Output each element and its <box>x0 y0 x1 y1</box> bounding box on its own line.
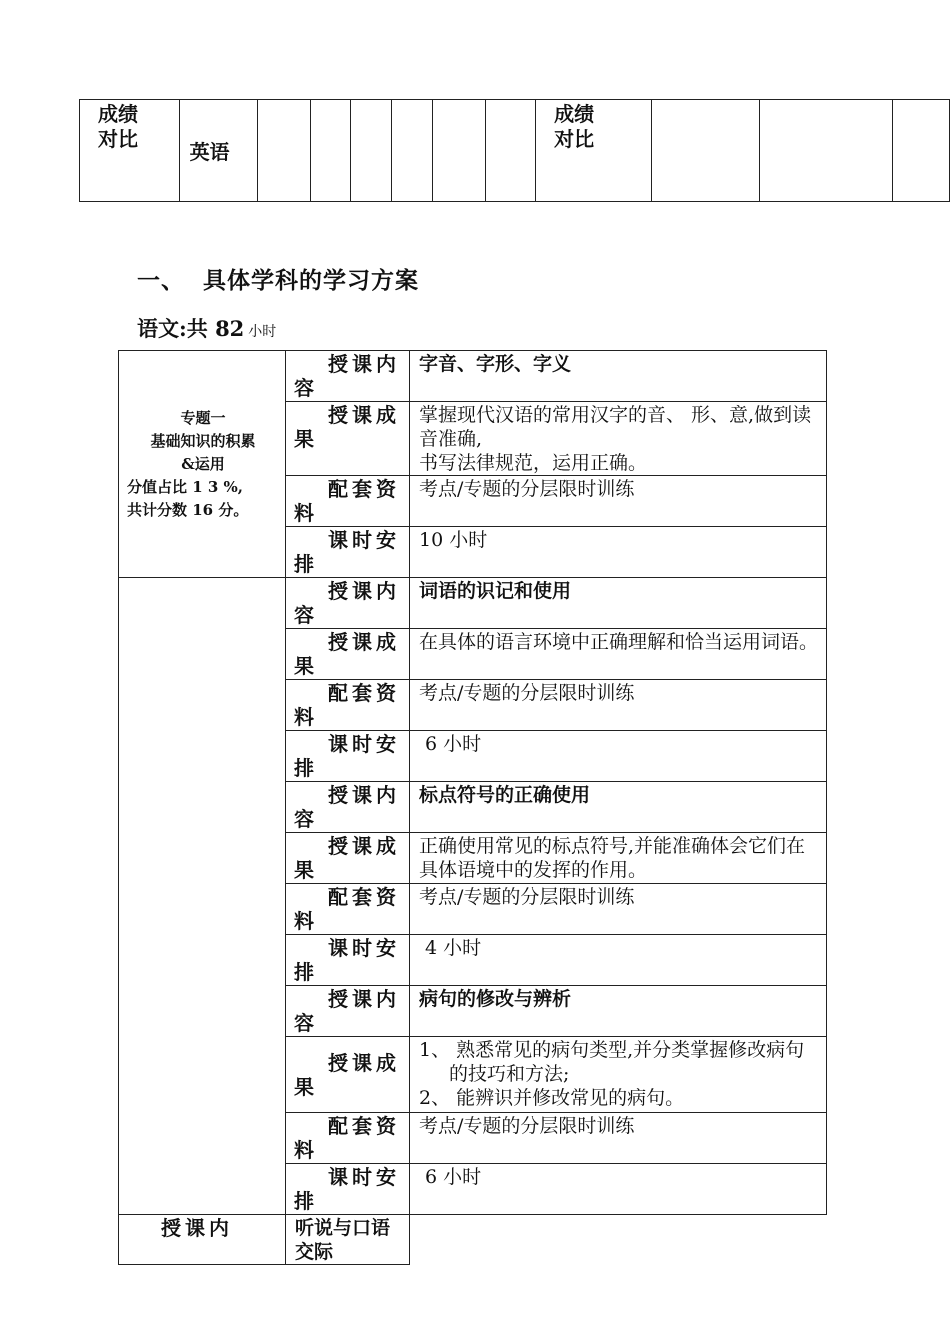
unit-content: 字音、字形、字义 <box>410 351 827 402</box>
label-line: 授课内 <box>161 1216 233 1240</box>
unit-materials: 考点/专题的分层限时训练 <box>410 680 827 731</box>
topic-name: 基础知识的积累 <box>150 431 256 450</box>
label-line: 配套资 <box>328 1114 400 1138</box>
label-line: 配套资 <box>328 477 400 501</box>
label-line: 容 <box>294 1011 314 1035</box>
empty-cell <box>311 100 351 202</box>
label-line: 排 <box>294 756 314 780</box>
label-line: 课时安 <box>328 936 400 960</box>
empty-cell <box>432 100 485 202</box>
unit-content: 听说与口语交际 <box>286 1215 410 1265</box>
unit-content: 词语的识记和使用 <box>410 578 827 629</box>
unit-outcome <box>410 629 827 680</box>
empty-cell <box>392 100 432 202</box>
label-line: 果 <box>294 654 314 678</box>
section-number: 一、 <box>137 267 185 294</box>
label-materials <box>286 1113 410 1164</box>
empty-cell <box>759 100 892 202</box>
label-content <box>286 578 410 629</box>
score-comparison-table <box>79 99 950 202</box>
label-line: 配套资 <box>328 681 400 705</box>
subject-total: 语文:共 82 <box>137 316 245 341</box>
unit-materials: 考点/专题的分层限时训练 <box>410 1113 827 1164</box>
label-line: 料 <box>294 1138 314 1162</box>
label-line: 排 <box>294 960 314 984</box>
label-line: 课时安 <box>328 1165 400 1189</box>
label-outcome <box>286 1037 410 1113</box>
topic-name-2: &运用 <box>181 454 225 473</box>
unit-content: 病句的修改与辨析 <box>410 986 827 1037</box>
label-line: 授课内 <box>328 352 400 376</box>
study-plan-table <box>118 350 827 1265</box>
unit-content: 标点符号的正确使用 <box>410 782 827 833</box>
outcome-item: 2、 能辨识并修改常见的病句。 <box>419 1087 685 1109</box>
label-hours <box>286 527 410 578</box>
label-line: 授课成 <box>328 1051 400 1075</box>
label-line: 料 <box>294 909 314 933</box>
label-line: 排 <box>294 552 314 576</box>
unit-hours: 4 小时 <box>410 935 827 986</box>
label-line: 果 <box>294 427 314 451</box>
label-line: 课时安 <box>328 732 400 756</box>
empty-cell <box>351 100 392 202</box>
label-line: 授课内 <box>328 987 400 1011</box>
label-outcome <box>286 629 410 680</box>
label-line: 果 <box>294 858 314 882</box>
label-line: 果 <box>294 1075 314 1099</box>
score-label-left <box>80 100 180 202</box>
section-title: 具体学科的学习方案 <box>203 267 419 294</box>
label-line: 容 <box>294 376 314 400</box>
label-hours <box>286 1164 410 1215</box>
subject-cell: 英语 <box>179 100 258 202</box>
unit-hours: 6 小时 <box>410 1164 827 1215</box>
label-line: 授课成 <box>328 834 400 858</box>
score-label-line: 对比 <box>98 127 138 151</box>
topic-cell <box>119 351 286 578</box>
label-line: 授课成 <box>328 403 400 427</box>
score-label-line: 对比 <box>554 127 595 151</box>
outcome-line: 书写法律规范，运用正确。 <box>419 452 648 474</box>
label-materials <box>286 884 410 935</box>
label-content <box>119 1215 286 1265</box>
label-outcome <box>286 833 410 884</box>
label-hours <box>286 731 410 782</box>
unit-materials: 考点/专题的分层限时训练 <box>410 476 827 527</box>
topic-title: 专题一 <box>180 408 226 427</box>
unit-hours: 6 小时 <box>410 731 827 782</box>
label-materials <box>286 476 410 527</box>
unit-outcome <box>410 833 827 884</box>
unit-materials: 考点/专题的分层限时训练 <box>410 884 827 935</box>
label-line: 授课内 <box>328 579 400 603</box>
empty-cell <box>485 100 535 202</box>
subject-heading <box>137 313 276 343</box>
outcome-item: 1、 熟悉常见的病句类型,并分类掌握修改病句的技巧和方法; <box>419 1039 805 1085</box>
topic-score-total: 共计分数 16 分。 <box>127 500 249 519</box>
outcome-line: 掌握现代汉语的常用汉字的音、 形、意,做到读音准确, <box>419 404 812 450</box>
label-line: 料 <box>294 501 314 525</box>
section-heading <box>137 262 419 295</box>
label-hours <box>286 935 410 986</box>
topic-score-ratio: 分值占比 1 3 %, <box>127 477 244 496</box>
outcome-line: 正确使用常见的标点符号,并能准确体会它们在具体语境中的发挥的作用。 <box>419 835 806 881</box>
topic-cell-continued <box>119 578 286 1215</box>
label-line: 课时安 <box>328 528 400 552</box>
unit-hours: 10 小时 <box>410 527 827 578</box>
empty-cell <box>892 100 949 202</box>
empty-cell <box>652 100 759 202</box>
unit-outcome <box>410 402 827 476</box>
label-content <box>286 782 410 833</box>
outcome-line: 在具体的语言环境中正确理解和恰当运用词语。 <box>419 631 819 653</box>
label-line: 授课成 <box>328 630 400 654</box>
score-label-line: 成绩 <box>554 102 595 126</box>
label-outcome <box>286 402 410 476</box>
label-line: 配套资 <box>328 885 400 909</box>
label-line: 排 <box>294 1189 314 1213</box>
label-line: 容 <box>294 603 314 627</box>
label-line: 授课内 <box>328 783 400 807</box>
label-line: 料 <box>294 705 314 729</box>
subject-unit: 小时 <box>248 324 277 340</box>
score-label-right <box>536 100 652 202</box>
label-content <box>286 351 410 402</box>
label-content <box>286 986 410 1037</box>
label-materials <box>286 680 410 731</box>
unit-outcome <box>410 1037 827 1113</box>
empty-cell <box>258 100 311 202</box>
label-line: 容 <box>294 807 314 831</box>
score-label-line: 成绩 <box>98 102 138 126</box>
